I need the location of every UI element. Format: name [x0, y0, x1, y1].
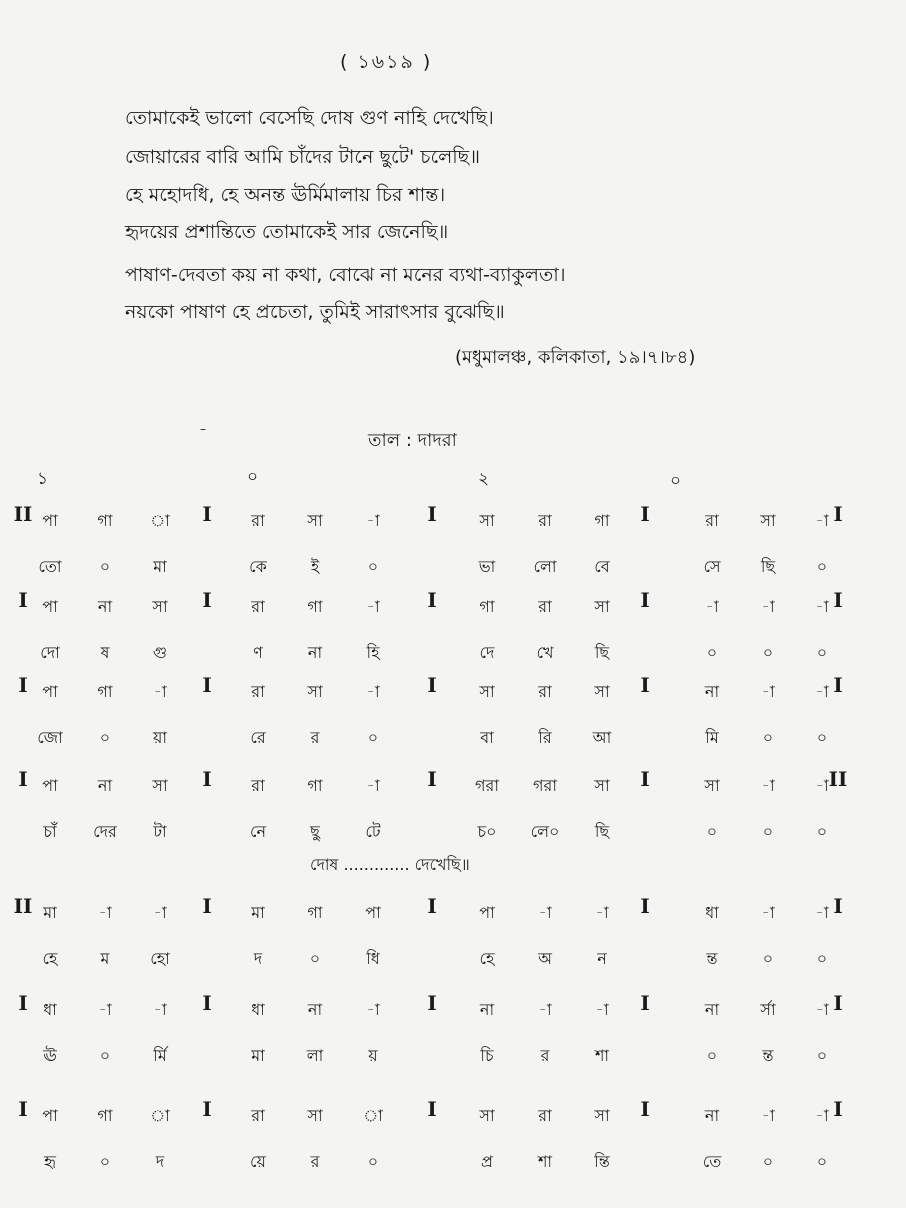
swara-note: া: [150, 1106, 170, 1125]
swara-note: রা: [538, 511, 552, 530]
swara-note: -া: [98, 1000, 112, 1019]
barline: I: [640, 673, 650, 697]
lyric-syllable: হৃ: [44, 1152, 56, 1171]
barline: I: [833, 588, 843, 612]
swara-note: না: [704, 682, 720, 701]
swara-note: রা: [251, 597, 265, 616]
swara-note: গা: [307, 597, 323, 616]
lyric-syllable: ০: [706, 1046, 718, 1065]
swara-note: না: [704, 1106, 720, 1125]
barline: I: [640, 991, 650, 1015]
barline: II: [828, 767, 848, 791]
swara-note: রা: [538, 597, 552, 616]
lyric-syllable: য়: [368, 1046, 378, 1065]
tala-mark-4: ০: [670, 471, 682, 491]
page-number: ( ১৬১৯ ): [340, 51, 433, 73]
barline: I: [18, 991, 28, 1015]
lyric-syllable: চাঁ: [43, 822, 57, 841]
barline: I: [427, 1097, 437, 1121]
barline: I: [640, 894, 650, 918]
lyric-syllable: আ: [592, 728, 612, 747]
barline: I: [640, 502, 650, 526]
swara-note: গা: [307, 903, 323, 922]
lyric-syllable: ০: [816, 949, 828, 968]
swara-note: -া: [153, 682, 167, 701]
lyric-syllable: ০: [762, 643, 774, 662]
lyric-syllable: ০: [706, 643, 718, 662]
lyric-syllable: ০: [99, 1046, 111, 1065]
lyric-syllable: ০: [762, 949, 774, 968]
swara-note: -া: [153, 1000, 167, 1019]
lyric-syllable: ন: [597, 949, 607, 968]
swara-note: গা: [97, 511, 113, 530]
lyric-syllable: গু: [152, 643, 168, 662]
lyric-syllable: না: [307, 643, 323, 662]
swara-note: রা: [705, 511, 719, 530]
swara-note: -া: [366, 682, 380, 701]
barline: I: [202, 502, 212, 526]
attribution: (মধুমালঞ্চ, কলিকাতা, ১৯।৭।৮৪): [455, 347, 696, 368]
lyric-syllable: প্র: [481, 1152, 493, 1171]
swara-note: -া: [366, 511, 380, 530]
swara-note: ধা: [251, 1000, 265, 1019]
lyric-syllable: ন্ত: [706, 949, 718, 968]
swara-note: সা: [479, 682, 495, 701]
lyric-syllable: রে: [250, 728, 266, 747]
swara-note: পা: [365, 903, 381, 922]
swara-note: -া: [153, 903, 167, 922]
barline: I: [202, 588, 212, 612]
barline: I: [640, 767, 650, 791]
swara-note: গরা: [533, 776, 557, 795]
swara-note: -া: [538, 903, 552, 922]
swara-note: রা: [251, 511, 265, 530]
lyric-syllable: মা: [251, 1046, 265, 1065]
lyric-syllable: ধি: [366, 949, 380, 968]
lyric-syllable: মি: [705, 728, 719, 747]
lyric-syllable: ০: [99, 557, 111, 576]
barline: I: [427, 673, 437, 697]
swara-note: মা: [251, 903, 265, 922]
swara-note: গা: [97, 1106, 113, 1125]
stray-mark: –: [200, 422, 206, 436]
swara-note: া: [363, 1106, 383, 1125]
lyric-syllable: র: [310, 728, 320, 747]
tala-title: তাল : দাদরা: [368, 430, 457, 451]
lyric-syllable: রি: [538, 728, 552, 747]
refrain-line: দোষ ............. দেখেছি॥: [310, 855, 470, 874]
lyric-syllable: নে: [249, 822, 267, 841]
lyric-syllable: শা: [594, 1046, 610, 1065]
lyric-line-1: তোমাকেই ভালো বেসেছি দোষ গুণ নাহি দেখেছি।: [125, 107, 494, 129]
swara-note: সা: [760, 511, 776, 530]
swara-note: গা: [594, 511, 610, 530]
tala-mark-2: ০: [247, 467, 259, 487]
lyric-syllable: চি: [480, 1046, 494, 1065]
barline: I: [202, 673, 212, 697]
swara-note: -া: [815, 511, 829, 530]
swara-note: পা: [42, 682, 58, 701]
lyric-syllable: ০: [816, 1152, 828, 1171]
swara-note: সা: [479, 511, 495, 530]
lyric-syllable: তো: [38, 557, 62, 576]
swara-note: পা: [42, 597, 58, 616]
swara-note: -া: [815, 1106, 829, 1125]
barline: I: [833, 502, 843, 526]
swara-note: -া: [815, 597, 829, 616]
lyric-syllable: হে: [479, 949, 495, 968]
lyric-syllable: ০: [816, 557, 828, 576]
barline: I: [427, 991, 437, 1015]
swara-note: -া: [761, 1106, 775, 1125]
barline: II: [13, 502, 33, 526]
barline: I: [202, 991, 212, 1015]
lyric-line-3: হে মহোদধি, হে অনন্ত ঊর্মিমালায় চির শান্ত।: [125, 184, 446, 206]
swara-note: রা: [538, 682, 552, 701]
swara-note: গা: [479, 597, 495, 616]
barline: I: [427, 588, 437, 612]
lyric-syllable: ০: [762, 1152, 774, 1171]
lyric-syllable: ন্তি: [594, 1152, 610, 1171]
swara-note: র্সা: [760, 1000, 776, 1019]
swara-note: পা: [42, 776, 58, 795]
lyric-syllable: ০: [367, 1152, 379, 1171]
swara-note: -া: [761, 776, 775, 795]
swara-note: -া: [366, 776, 380, 795]
lyric-syllable: ০: [309, 949, 321, 968]
barline: I: [202, 894, 212, 918]
lyric-syllable: লা: [306, 1046, 324, 1065]
swara-note: মা: [43, 903, 57, 922]
lyric-syllable: ০: [367, 557, 379, 576]
swara-note: -া: [705, 597, 719, 616]
swara-note: -া: [815, 1000, 829, 1019]
swara-note: -া: [366, 597, 380, 616]
lyric-syllable: ছি: [760, 557, 776, 576]
swara-note: রা: [251, 776, 265, 795]
barline: I: [640, 1097, 650, 1121]
swara-note: সা: [479, 1106, 495, 1125]
lyric-syllable: লে০: [530, 822, 560, 841]
swara-note: সা: [594, 1106, 610, 1125]
swara-note: গা: [307, 776, 323, 795]
swara-note: রা: [251, 1106, 265, 1125]
swara-note: না: [307, 1000, 323, 1019]
barline: I: [18, 588, 28, 612]
lyric-line-5: পাষাণ-দেবতা কয় না কথা, বোঝে না মনের ব্যথা-ব্যাকুলতা।: [125, 264, 566, 286]
swara-note: পা: [479, 903, 495, 922]
lyric-syllable: য়া: [152, 728, 168, 747]
swara-note: রা: [538, 1106, 552, 1125]
swara-note: া: [150, 511, 170, 530]
barline: I: [202, 767, 212, 791]
swara-note: পা: [42, 1106, 58, 1125]
swara-note: -া: [761, 682, 775, 701]
lyric-syllable: দের: [93, 822, 117, 841]
lyric-syllable: ষ: [100, 643, 110, 662]
lyric-syllable: ছু: [310, 822, 320, 841]
swara-note: গা: [97, 682, 113, 701]
barline: I: [833, 673, 843, 697]
lyric-syllable: ০: [762, 822, 774, 841]
swara-note: সা: [152, 776, 168, 795]
swara-note: সা: [307, 511, 323, 530]
lyric-syllable: ০: [99, 728, 111, 747]
swara-note: -া: [815, 682, 829, 701]
swara-note: সা: [307, 682, 323, 701]
lyric-syllable: টে: [365, 822, 381, 841]
barline: I: [18, 1097, 28, 1121]
lyric-syllable: খে: [536, 643, 554, 662]
lyric-syllable: বা: [480, 728, 494, 747]
lyric-syllable: ন্ত: [762, 1046, 774, 1065]
lyric-syllable: শা: [537, 1152, 553, 1171]
lyric-syllable: ছি: [594, 822, 610, 841]
swara-note: -া: [761, 903, 775, 922]
lyric-syllable: ০: [816, 643, 828, 662]
lyric-syllable: ০: [99, 1152, 111, 1171]
barline: I: [18, 767, 28, 791]
lyric-syllable: দ: [155, 1152, 165, 1171]
swara-note: না: [479, 1000, 495, 1019]
lyric-syllable: ই: [310, 557, 320, 576]
lyric-syllable: ণ: [253, 643, 263, 662]
lyric-syllable: অ: [538, 949, 552, 968]
lyric-syllable: দ: [253, 949, 263, 968]
barline: I: [202, 1097, 212, 1121]
swara-note: -া: [595, 903, 609, 922]
lyric-syllable: ভা: [478, 557, 496, 576]
barline: I: [640, 588, 650, 612]
barline: I: [427, 767, 437, 791]
swara-note: না: [704, 1000, 720, 1019]
swara-note: না: [97, 597, 113, 616]
lyric-syllable: র: [310, 1152, 320, 1171]
lyric-syllable: ০: [816, 822, 828, 841]
swara-note: -া: [761, 597, 775, 616]
lyric-syllable: ছি: [594, 643, 610, 662]
swara-note: সা: [307, 1106, 323, 1125]
lyric-line-2: জোয়ারের বারি আমি চাঁদের টানে ছুটে' চলেছি॥: [125, 146, 480, 168]
swara-note: -া: [595, 1000, 609, 1019]
lyric-line-6: নয়কো পাষাণ হে প্রচেতা, তুমিই সারাৎসার বুঝেছি॥: [125, 301, 505, 323]
barline: I: [833, 894, 843, 918]
lyric-syllable: সে: [703, 557, 721, 576]
swara-note: ধা: [43, 1000, 57, 1019]
lyric-syllable: হো: [150, 949, 170, 968]
tala-mark-3: ২: [478, 469, 490, 489]
lyric-syllable: ০: [367, 728, 379, 747]
swara-note: -া: [98, 903, 112, 922]
swara-note: ধা: [705, 903, 719, 922]
swara-note: রা: [251, 682, 265, 701]
lyric-syllable: টা: [153, 822, 167, 841]
swara-note: সা: [594, 597, 610, 616]
lyric-syllable: ০: [816, 1046, 828, 1065]
swara-note: পা: [42, 511, 58, 530]
barline: I: [833, 991, 843, 1015]
lyric-syllable: হি: [366, 643, 380, 662]
lyric-syllable: ম: [100, 949, 110, 968]
swara-note: -া: [815, 776, 829, 795]
lyric-syllable: চ০: [477, 822, 497, 841]
lyric-syllable: তে: [702, 1152, 722, 1171]
barline: I: [427, 894, 437, 918]
lyric-syllable: দে: [479, 643, 495, 662]
swara-note: সা: [152, 597, 168, 616]
barline: I: [833, 1097, 843, 1121]
lyric-syllable: বে: [594, 557, 610, 576]
lyric-syllable: লো: [533, 557, 557, 576]
barline: I: [18, 673, 28, 697]
barline: I: [427, 502, 437, 526]
lyric-syllable: ঊ: [43, 1046, 57, 1065]
lyric-syllable: ০: [762, 728, 774, 747]
swara-note: না: [97, 776, 113, 795]
barline: II: [13, 894, 33, 918]
lyric-syllable: য়ে: [250, 1152, 266, 1171]
lyric-syllable: র্মি: [153, 1046, 167, 1065]
swara-note: সা: [704, 776, 720, 795]
swara-note: গরা: [475, 776, 499, 795]
lyric-syllable: ০: [816, 728, 828, 747]
swara-note: -া: [366, 1000, 380, 1019]
lyric-syllable: জো: [37, 728, 63, 747]
tala-mark-1: ১: [37, 469, 49, 489]
swara-note: সা: [594, 682, 610, 701]
lyric-syllable: দো: [40, 643, 60, 662]
swara-note: সা: [594, 776, 610, 795]
lyric-line-4: হৃদয়ের প্রশান্তিতে তোমাকেই সার জেনেছি॥: [125, 221, 449, 243]
swara-note: -া: [815, 903, 829, 922]
lyric-syllable: মা: [153, 557, 167, 576]
swara-note: -া: [538, 1000, 552, 1019]
lyric-syllable: ০: [706, 822, 718, 841]
lyric-syllable: কে: [249, 557, 267, 576]
lyric-syllable: র: [540, 1046, 550, 1065]
lyric-syllable: হে: [42, 949, 58, 968]
